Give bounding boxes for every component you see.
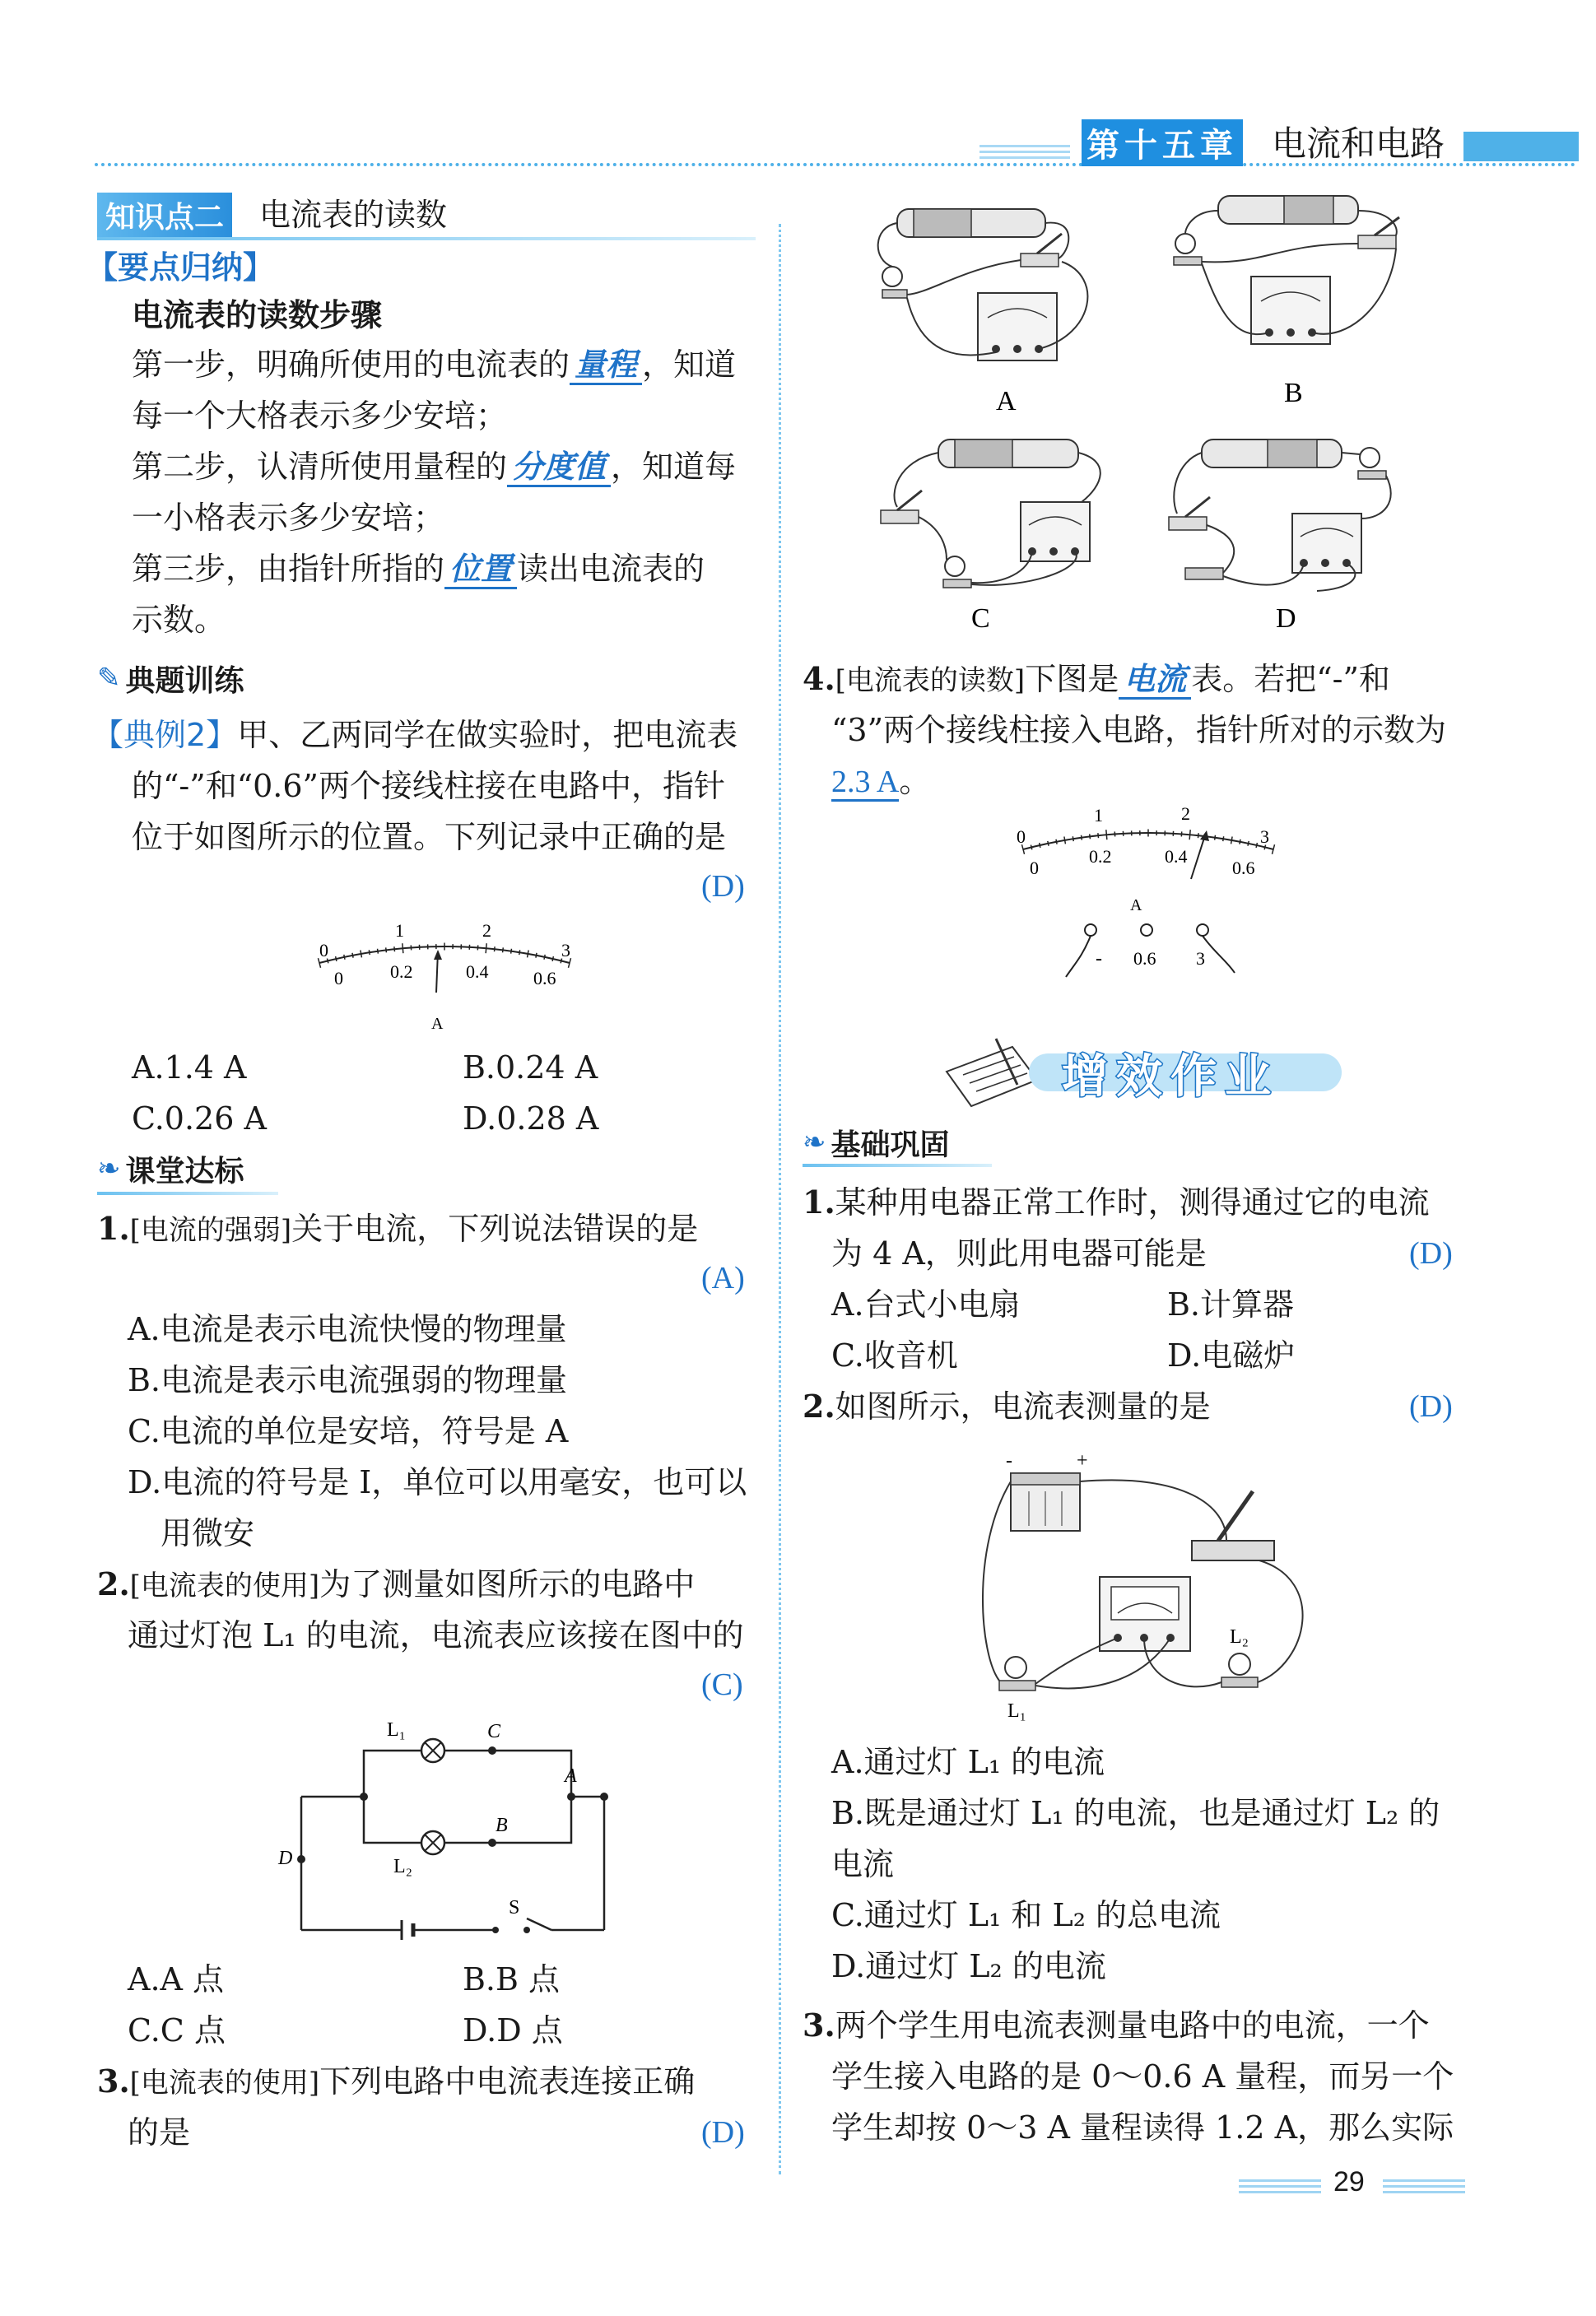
b1-answer: (D) (1409, 1236, 1453, 1271)
scale-tick (1256, 843, 1257, 848)
b2-stem: 2.如图所示，电流表测量的是 (803, 1388, 1211, 1425)
q3-circuit-option-c (864, 428, 1128, 634)
scale-tick (1048, 841, 1049, 846)
scale-tick (344, 955, 345, 960)
q3-stem-2: 的是 (128, 2114, 191, 2151)
meter1-bot-2: 0.4 (466, 961, 489, 982)
label-A: A (565, 1765, 577, 1787)
meter2-top-1: 1 (1094, 805, 1103, 825)
meter1-bot-0: 0 (334, 968, 343, 988)
scale-tick (352, 953, 353, 958)
meter2-bot-0: 0 (1030, 858, 1039, 878)
q1-option-b: B.电流是表示电流强弱的物理量 (128, 1362, 568, 1398)
scale-tick (1248, 841, 1249, 846)
b3-stem-2: 学生接入电路的是 0～0.6 A 量程，而另一个 (831, 2058, 1454, 2095)
label-C: C (487, 1721, 501, 1742)
meter2-top-3: 3 (1260, 826, 1269, 847)
q4-answer-line: 2.3 A。 (831, 756, 930, 807)
header-stripes (979, 145, 1070, 161)
scale-tick (386, 947, 387, 952)
scale-tick (394, 946, 395, 951)
scale-tick (1215, 835, 1216, 840)
knowledge-title: 电流表的读数 (259, 197, 448, 233)
basic-title: 基础巩固 (831, 1128, 950, 1162)
meter2-top-2: 2 (1181, 803, 1190, 824)
scale-tick (1106, 830, 1107, 839)
label-D: D (278, 1848, 293, 1869)
scale-tick (519, 950, 520, 955)
q2-option-c: C.C 点 (128, 2012, 226, 2049)
meter2-terminal-minus: - (1096, 948, 1102, 970)
chapter-label-text: 第十五章 (1082, 119, 1243, 166)
label-L2: L₂ (393, 1856, 413, 1877)
scale-tick (1064, 836, 1066, 844)
q3-circuit-option-a (864, 194, 1144, 416)
scale-tick (494, 946, 495, 951)
ammeter-scale-2 (1008, 800, 1288, 998)
scale-tick (369, 950, 370, 955)
b1-stem-2: 为 4 A，则此用电器可能是 (831, 1235, 1207, 1272)
b2-answer: (D) (1409, 1389, 1453, 1424)
meter2-bot-2: 0.4 (1165, 846, 1188, 867)
column-divider (779, 224, 781, 2174)
page-number: 29 (1333, 2166, 1365, 2197)
q2-option-d: D.D 点 (463, 2012, 563, 2049)
q4-answer: 2.3 A (831, 765, 899, 802)
step-line-3: 第二步，认清所使用量程的 分度值 ，知道每 (132, 441, 736, 492)
label-S: S (509, 1897, 520, 1918)
meter1-bot-1: 0.2 (390, 961, 413, 982)
b2-option-a: A.通过灯 L₁ 的电流 (831, 1744, 1105, 1780)
example-line-1: 【典例2】甲、乙两同学在做实验时，把电流表 (92, 717, 738, 753)
scale-tick (528, 950, 529, 957)
book-icon: ❧ (97, 1152, 121, 1185)
b1-option-b: B.计算器 (1167, 1286, 1295, 1323)
meter2-bot-3: 0.6 (1232, 858, 1255, 878)
q2-circuit-diagram (272, 1708, 617, 1946)
meter2-unit: A (1130, 896, 1142, 914)
scale-tick (1223, 836, 1224, 841)
b2-option-c: C.通过灯 L₁ 和 L₂ 的总电流 (831, 1897, 1221, 1933)
ammeter-scale-1 (305, 914, 584, 1045)
q2-stem-1: 2.[电流表的使用]为了测量如图所示的电路中 (97, 1565, 696, 1602)
b2-label-L2: L₂ (1230, 1626, 1249, 1648)
summary-title: 电流表的读数步骤 (132, 297, 383, 333)
knowledge-badge (97, 194, 232, 235)
example-option-d: D.0.28 A (463, 1100, 599, 1137)
basic-underline (803, 1164, 992, 1167)
scale-tick (1189, 830, 1190, 839)
scale-tick (1231, 836, 1233, 844)
example-tag: 【典例2】 (92, 717, 238, 753)
fill-division: 分度值 (507, 448, 611, 487)
q1-option-d-cont: 用微安 (161, 1515, 255, 1551)
scale-tick (361, 950, 362, 957)
b1-option-a: A.台式小电扇 (831, 1286, 1021, 1323)
example-line-3: 位于如图所示的位置。下列记录中正确的是 (132, 819, 727, 855)
basic-heading (803, 1119, 950, 1165)
meter2-top-0: 0 (1017, 826, 1026, 847)
scale-tick (536, 953, 537, 958)
meter1-top-2: 2 (482, 920, 491, 941)
meter2-terminal-06: 0.6 (1133, 948, 1156, 969)
b2-option-d: D.通过灯 L₂ 的电流 (831, 1948, 1106, 1984)
scale-tick (503, 947, 504, 952)
b3-stem-1: 3.两个学生用电流表测量电路中的电流，一个 (803, 2007, 1430, 2044)
chapter-label (1077, 120, 1248, 165)
chapter-title: 电流和电路 (1272, 123, 1445, 164)
q4-stem-1: 4.[电流表的读数]下图是 电流 表。若把“-”和 (803, 653, 1390, 706)
example-option-a: A.1.4 A (132, 1049, 247, 1086)
example-line-2: 的“-”和“0.6”两个接线柱接在电路中，指针 (132, 768, 725, 804)
b2-circuit-picture (979, 1449, 1342, 1728)
scale-tick (336, 956, 337, 961)
b1-option-d: D.电磁炉 (1167, 1337, 1296, 1374)
battery-minus: - (1006, 1450, 1012, 1472)
q1-stem: 1.[电流的强弱]关于电流，下列说法错误的是 (97, 1210, 699, 1247)
q1-option-c: C.电流的单位是安培，符号是 A (128, 1413, 569, 1449)
fill-range: 量程 (570, 346, 642, 385)
circuit-option-label-b: B (1284, 378, 1303, 408)
q3-answer: (D) (701, 2115, 745, 2150)
b1-stem-1: 1.某种用电器正常工作时，测得通过它的电流 (803, 1184, 1430, 1221)
q2-option-a: A.A 点 (128, 1961, 225, 1997)
q3-circuit-option-d (1152, 428, 1416, 634)
step-line-2: 每一个大格表示多少安培； (132, 398, 508, 434)
q1-option-d: D.电流的符号是 I，单位可以用毫安，也可以 (128, 1464, 747, 1500)
example-answer: (D) (701, 869, 745, 904)
scale-tick (544, 955, 545, 960)
meter1-top-3: 3 (561, 940, 570, 960)
meter2-bot-1: 0.2 (1089, 846, 1112, 867)
class-underline (97, 1192, 278, 1195)
q2-stem-2: 通过灯泡 L₁ 的电流，电流表应该接在图中的 (128, 1617, 744, 1653)
meter1-top-1: 1 (395, 920, 404, 941)
circuit-option-label-a: A (996, 386, 1017, 416)
b2-option-b-cont: 电流 (831, 1846, 895, 1882)
circuit-option-label-d: D (1276, 603, 1296, 634)
q3-stem-1: 3.[电流表的使用]下列电路中电流表连接正确 (97, 2063, 696, 2100)
q2-option-b: B.B 点 (463, 1961, 561, 1997)
banner-text: 增效作业 (1062, 1050, 1279, 1104)
fill-position: 位置 (444, 550, 517, 589)
example-option-c: C.0.26 A (132, 1100, 267, 1137)
scale-tick (1090, 834, 1091, 839)
scale-tick (1056, 839, 1057, 844)
q4-stem-2: “3”两个接线柱接入电路，指针所对的示数为 (831, 712, 1447, 748)
summary-tag: 【要点归纳】 (86, 249, 275, 286)
b1-option-c: C.收音机 (831, 1337, 958, 1374)
step-line-6: 示数。 (132, 602, 226, 638)
homework-banner (938, 1030, 1350, 1113)
knowledge-badge-text: 知识点二 (97, 193, 232, 238)
training-title: 典题训练 (125, 663, 244, 698)
step-line-1: 第一步，明确所使用的电流表的 量程 ，知道 (132, 339, 736, 390)
b3-stem-3: 学生却按 0～3 A 量程读得 1.2 A，那么实际 (831, 2109, 1454, 2146)
book-icon-2: ❧ (803, 1126, 826, 1159)
meter1-unit: A (431, 1015, 444, 1033)
q2-answer: (C) (701, 1667, 743, 1702)
scale-tick (552, 956, 553, 961)
b2-label-L1: L₁ (1007, 1700, 1027, 1722)
pen-icon: ✎ (97, 662, 121, 695)
footer-lines-right (1383, 2179, 1465, 2194)
knowledge-underline (97, 237, 756, 240)
meter2-terminal-3: 3 (1196, 948, 1205, 969)
q1-answer: (A) (701, 1261, 745, 1295)
meter1-bot-3: 0.6 (533, 968, 556, 988)
circuit-option-label-c: C (971, 603, 990, 634)
scale-tick (1098, 833, 1099, 838)
label-L1: L₁ (387, 1719, 407, 1741)
q3-circuit-option-b (1152, 186, 1416, 416)
label-B: B (496, 1815, 508, 1836)
scale-tick (402, 943, 403, 953)
fill-meter-type: 电流 (1119, 660, 1191, 700)
header-bar (1463, 132, 1579, 161)
q1-option-a: A.电流是表示电流快慢的物理量 (128, 1311, 567, 1347)
footer-lines-left (1239, 2179, 1321, 2194)
scale-tick (378, 949, 379, 954)
step-line-4: 一小格表示多少安培； (132, 500, 445, 536)
battery-plus: + (1077, 1450, 1088, 1472)
class-title: 课堂达标 (125, 1154, 244, 1188)
scale-tick (511, 949, 512, 954)
meter1-top-0: 0 (319, 940, 328, 960)
step-line-5: 第三步，由指针所指的 位置 读出电流表的 (132, 543, 705, 594)
training-heading (97, 655, 244, 701)
class-heading (97, 1146, 244, 1192)
example-option-b: B.0.24 A (463, 1049, 598, 1086)
b2-option-b: B.既是通过灯 L₁ 的电流，也是通过灯 L₂ 的 (831, 1795, 1440, 1831)
